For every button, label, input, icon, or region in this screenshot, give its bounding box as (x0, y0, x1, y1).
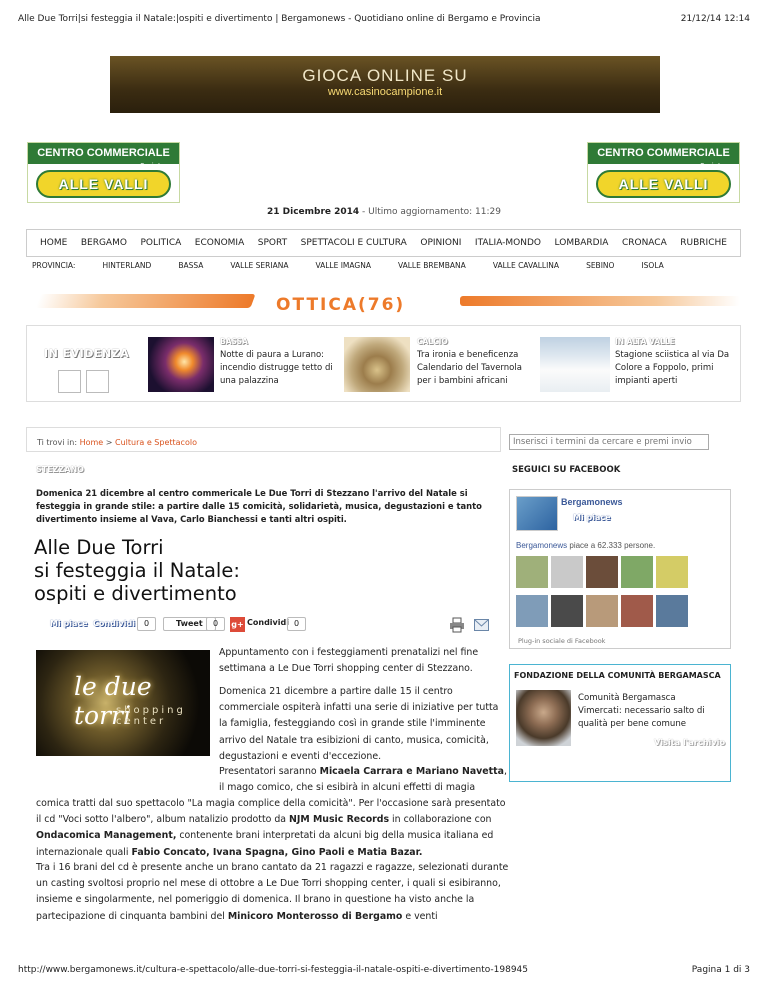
evidenza-category[interactable]: CALCIO (417, 337, 448, 346)
google-plus-icon[interactable]: g+ (230, 617, 245, 632)
text: in collaborazione con (389, 814, 492, 826)
subnav-isola[interactable]: ISOLA (641, 261, 664, 270)
article-paragraph-1: Appuntamento con i festeggiamenti prenatalizi nel fine settimana a Le Due Torri shopping center di Stezzano. (219, 647, 479, 675)
cc-ad-top-text: CENTRO COMMERCIALE (28, 143, 179, 164)
headline-line: ospiti e divertimento (34, 582, 237, 605)
nav-rubriche[interactable]: RUBRICHE (680, 238, 727, 248)
fb-page-link[interactable]: Bergamonews (516, 541, 568, 550)
headline-line: si festeggia il Natale: (34, 559, 240, 582)
article-headline (34, 536, 504, 605)
gplus-count: 0 (287, 617, 306, 631)
fb-fan-avatar[interactable] (621, 556, 653, 588)
nav-opinioni[interactable]: OPINIONI (420, 238, 462, 248)
fb-share-count: 0 (137, 617, 156, 631)
text: Presentatori saranno (219, 766, 320, 777)
ottica-ad-stripe-right (460, 296, 740, 306)
nav-cronaca[interactable]: CRONACA (621, 238, 667, 248)
nav-italia-mondo[interactable]: ITALIA-MONDO (474, 238, 542, 248)
breadcrumb-home-link[interactable]: Home (79, 438, 104, 447)
email-icon[interactable] (474, 619, 489, 631)
article-image-due-torri (36, 650, 210, 756)
evidenza-image-calendar[interactable] (344, 337, 410, 392)
fb-like-button[interactable]: Mi piace (50, 619, 88, 628)
nav-bergamo[interactable]: BERGAMO (80, 238, 127, 248)
cc-alle-valli-ad-left[interactable] (27, 142, 180, 203)
ottica-76-ad-logo[interactable] (272, 289, 444, 315)
cc-ad-sub-text: Seriate (140, 162, 165, 170)
breadcrumb-prefix: Ti trovi in: (37, 438, 80, 447)
artists: Fabio Concato, Ivana Spagna, Gino Paoli e Matia Bazar. (131, 846, 423, 858)
breadcrumb (26, 427, 501, 452)
print-header (18, 14, 750, 24)
gplus-share-button[interactable]: Condividi (247, 618, 289, 627)
province-nav (32, 261, 691, 270)
nav-sport[interactable]: SPORT (257, 238, 288, 248)
casino-ad-banner[interactable] (110, 56, 660, 113)
search-input[interactable] (509, 434, 709, 450)
text: Tra i 16 brani del cd è presente anche un brano cantato da 21 ragazzi e ragazze, selezionati durante un casting svoltosi proprio nel mese di ottobre a Le Due Torri shopping center, i quali si esibiranno, insieme e singolarmente, nel pomeriggio di domenica. Il brano in questione ha visto anche la partecipazione di cinquanta bambini del (36, 862, 509, 922)
evidenza-category[interactable]: BASSA (220, 337, 248, 346)
image-caption-sub: shopping center (116, 705, 186, 727)
evidenza-headline[interactable]: Notte di paura a Lurano: incendio distrugge tetto di una palazzina (220, 350, 333, 386)
ottica-ad-stripe-left (35, 294, 255, 308)
fb-fan-avatar[interactable] (621, 595, 653, 627)
fb-fan-avatar[interactable] (551, 556, 583, 588)
print-footer (18, 965, 750, 975)
facebook-section-title: SEGUICI SU FACEBOOK (512, 465, 621, 475)
headline-line: Alle Due Torri (34, 536, 164, 559)
bergamonews-fb-avatar[interactable] (516, 496, 558, 531)
in-evidenza-title: IN EVIDENZA (44, 347, 130, 360)
evidenza-headline[interactable]: Stagione sciistica al via Da Colore a Foppolo, primi impianti aperti (615, 350, 730, 386)
text: e venti (402, 910, 438, 922)
subnav-valle-cavallina[interactable]: VALLE CAVALLINA (492, 261, 560, 270)
archive-link[interactable]: Visita l'archivio (654, 737, 726, 747)
article-location: STEZZANO (36, 465, 84, 474)
text: , il mago comico, che si esibirà in alcuni effetti di magia (219, 766, 507, 794)
fb-page-like-button[interactable]: Mi piace (573, 513, 611, 522)
tweet-button[interactable]: Tweet (163, 617, 216, 631)
fb-share-button[interactable]: Condividi (93, 619, 135, 628)
nav-economia[interactable]: ECONOMIA (194, 238, 245, 248)
text: comica tratti dal suo spettacolo "La magia complice della comicità". Per l'occasione sarà presentato il cd "Voci sotto l'albero", album natalizio prodotto da (36, 798, 506, 826)
breadcrumb-separator: > (103, 438, 116, 447)
evidenza-category[interactable]: IN ALTA VALLE (615, 337, 675, 346)
choir-name: Minicoro Monterosso di Bergamo (227, 910, 403, 922)
breadcrumb-section-link[interactable]: Cultura e Spettacolo (115, 438, 197, 447)
nav-home[interactable]: HOME (40, 238, 68, 248)
label-name: NJM Music Records (289, 814, 390, 826)
article-paragraph-2: Domenica 21 dicembre a partire dalle 15 il centro commerciale ospiterà infatti una serie di iniziative per tutta la famiglia, festeggiando così in grande stile l'imminente arrivo del Natale tra esibizioni di canto, musica, comicità, degustazioni e eventi d'eccezione. (219, 686, 499, 762)
evidenza-prev-button[interactable] (58, 370, 81, 393)
subnav-valle-imagna[interactable]: VALLE IMAGNA (315, 261, 371, 270)
subnav-sebino[interactable]: SEBINO (586, 261, 615, 270)
print-icon[interactable] (449, 617, 465, 633)
cc-ad-sub-text: Seriate (700, 162, 725, 170)
cc-ad-bottom-text: ALLE VALLI (36, 170, 171, 198)
tweet-count: 0 (206, 617, 225, 631)
fondazione-image[interactable] (516, 690, 571, 746)
cc-ad-top-text: CENTRO COMMERCIALE (588, 143, 739, 164)
nav-lombardia[interactable]: LOMBARDIA (554, 238, 609, 248)
fb-fan-avatar[interactable] (551, 595, 583, 627)
fb-fan-avatar[interactable] (516, 595, 548, 627)
fb-page-name[interactable]: Bergamonews (561, 497, 623, 507)
article-paragraph-3b (36, 796, 506, 861)
fb-fan-avatar[interactable] (656, 556, 688, 588)
print-datetime: 21/12/14 12:14 (680, 14, 750, 24)
management-name: Ondacomica Management, (36, 830, 177, 842)
fondazione-title: FONDAZIONE DELLA COMUNITÀ BERGAMASCA (514, 671, 721, 680)
article-summary: Domenica 21 dicembre al centro commericale Le Due Torri di Stezzano l'arrivo del Natale si festeggia in grande stile: a partire dalle 15 comicità, solidarietà, musica, degustazioni e tanto divertimento insieme al Vava, Carlo Bianchessi e tanti altri ospiti. (36, 488, 482, 524)
fb-likes-count (516, 541, 655, 550)
fb-fan-avatar[interactable] (516, 556, 548, 588)
current-date: 21 Dicembre 2014 (266, 207, 360, 217)
image-caption-text: le due torri (74, 672, 152, 730)
fb-fan-avatar[interactable] (656, 595, 688, 627)
fb-fan-avatar[interactable] (586, 556, 618, 588)
print-url: http://www.bergamonews.it/cultura-e-spettacolo/alle-due-torri-si-festeggia-il-natale-ospiti-e-divertimento-198945 (18, 965, 529, 975)
text: contenente brani interpretati da alcuni big della musica italiana ed internazionale quali (36, 830, 494, 858)
nav-politica[interactable]: POLITICA (140, 238, 182, 248)
last-update: - Ultimo aggiornamento: 11:29 (359, 207, 501, 217)
presenters: Micaela Carrara e Mariano Navetta (319, 766, 504, 777)
evidenza-image-ski[interactable] (540, 337, 610, 392)
evidenza-headline[interactable]: Tra ironia e beneficenza Calendario del Tavernola per i bambini africani (417, 350, 522, 386)
subnav-valle-brembana[interactable]: VALLE BREMBANA (397, 261, 466, 270)
fondazione-headline[interactable]: Comunità Bergamasca Vimercati: necessario salto di qualità per bene comune (578, 693, 705, 729)
article-paragraph-4 (36, 860, 511, 925)
cc-ad-bottom-text: ALLE VALLI (596, 170, 731, 198)
subnav-label: PROVINCIA: (32, 261, 76, 270)
subnav-bassa[interactable]: BASSA (178, 261, 204, 270)
nav-spettacoli[interactable]: SPETTACOLI E CULTURA (300, 238, 407, 248)
article-paragraph-3a (219, 764, 509, 796)
fb-fan-avatar[interactable] (586, 595, 618, 627)
fb-plugin-label[interactable]: Plug-in sociale di Facebook (518, 637, 606, 645)
ottica-ad-text: OTTICA(76) (276, 295, 406, 315)
evidenza-image-fire[interactable] (148, 337, 214, 392)
print-page-number: Pagina 1 di 3 (691, 965, 750, 975)
casino-ad-line1: GIOCA ONLINE SU (302, 66, 468, 85)
fb-count-text: piace a 62.333 persone. (567, 541, 656, 550)
main-nav (26, 229, 741, 257)
date-line (0, 207, 768, 217)
print-title: Alle Due Torri|si festeggia il Natale:|ospiti e divertimento | Bergamonews - Quotidiano online di Bergamo e Provincia (18, 14, 541, 24)
casino-ad-line2: www.casinocampione.it (327, 86, 443, 98)
evidenza-next-button[interactable] (86, 370, 109, 393)
subnav-hinterland[interactable]: HINTERLAND (102, 261, 152, 270)
cc-alle-valli-ad-right[interactable] (587, 142, 740, 203)
subnav-valle-seriana[interactable]: VALLE SERIANA (230, 261, 289, 270)
